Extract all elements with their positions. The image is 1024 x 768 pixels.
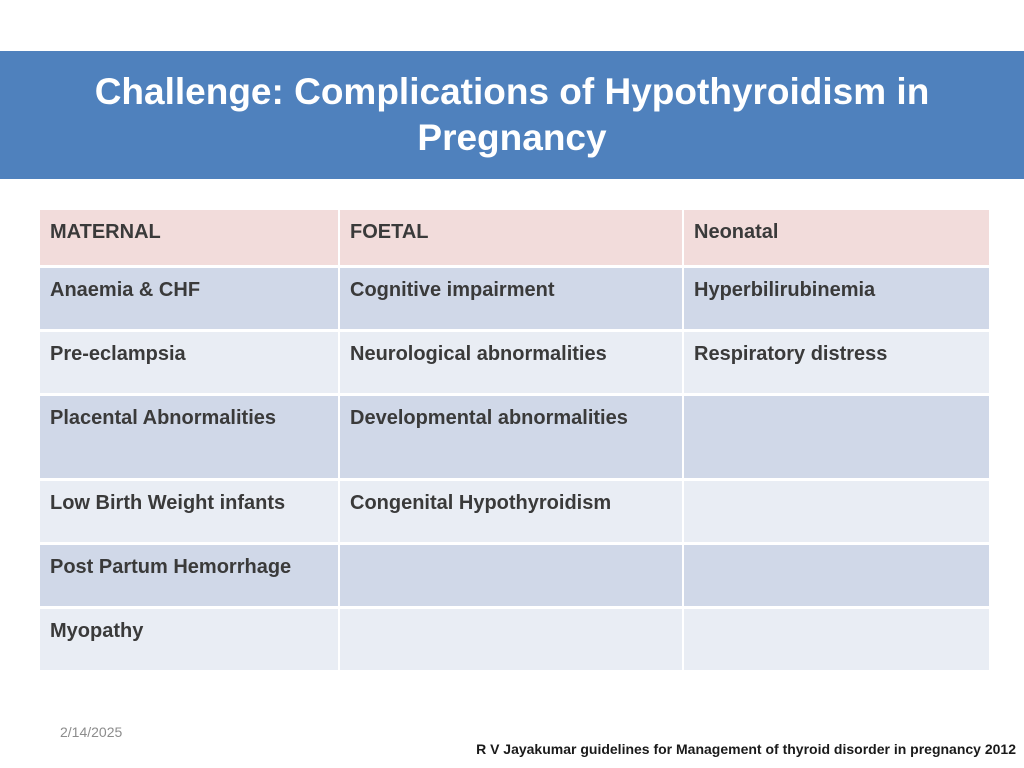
table-cell: Pre-eclampsia — [39, 331, 339, 395]
table-cell — [683, 395, 990, 480]
table-row — [39, 395, 990, 480]
table-cell: Developmental abnormalities — [339, 395, 683, 480]
header-foetal: FOETAL — [339, 209, 683, 267]
table-cell: Post Partum Hemorrhage — [39, 544, 339, 608]
table-row — [39, 608, 990, 672]
table-cell: Cognitive impairment — [339, 267, 683, 331]
table-cell: Placental Abnormalities — [39, 395, 339, 480]
table-cell — [683, 608, 990, 672]
table-cell — [339, 544, 683, 608]
table-cell: Hyperbilirubinemia — [683, 267, 990, 331]
table-header-row — [39, 209, 990, 267]
table-cell: Myopathy — [39, 608, 339, 672]
complications-table — [38, 207, 991, 673]
table-row — [39, 544, 990, 608]
table-row — [39, 267, 990, 331]
header-maternal: MATERNAL — [39, 209, 339, 267]
header-neonatal: Neonatal — [683, 209, 990, 267]
table-cell: Low Birth Weight infants — [39, 480, 339, 544]
footer-date: 2/14/2025 — [60, 724, 123, 740]
table-cell: Neurological abnormalities — [339, 331, 683, 395]
table-cell — [339, 608, 683, 672]
table-row — [39, 480, 990, 544]
table-cell: Anaemia & CHF — [39, 267, 339, 331]
table-row — [39, 331, 990, 395]
table-cell — [683, 480, 990, 544]
table-cell: Respiratory distress — [683, 331, 990, 395]
page-title: Challenge: Complications of Hypothyroidism in Pregnancy — [94, 71, 930, 158]
table-cell — [683, 544, 990, 608]
title-bar — [0, 51, 1024, 179]
table-cell: Congenital Hypothyroidism — [339, 480, 683, 544]
footer-source: R V Jayakumar guidelines for Management of thyroid disorder in pregnancy 2012 — [476, 741, 1016, 757]
